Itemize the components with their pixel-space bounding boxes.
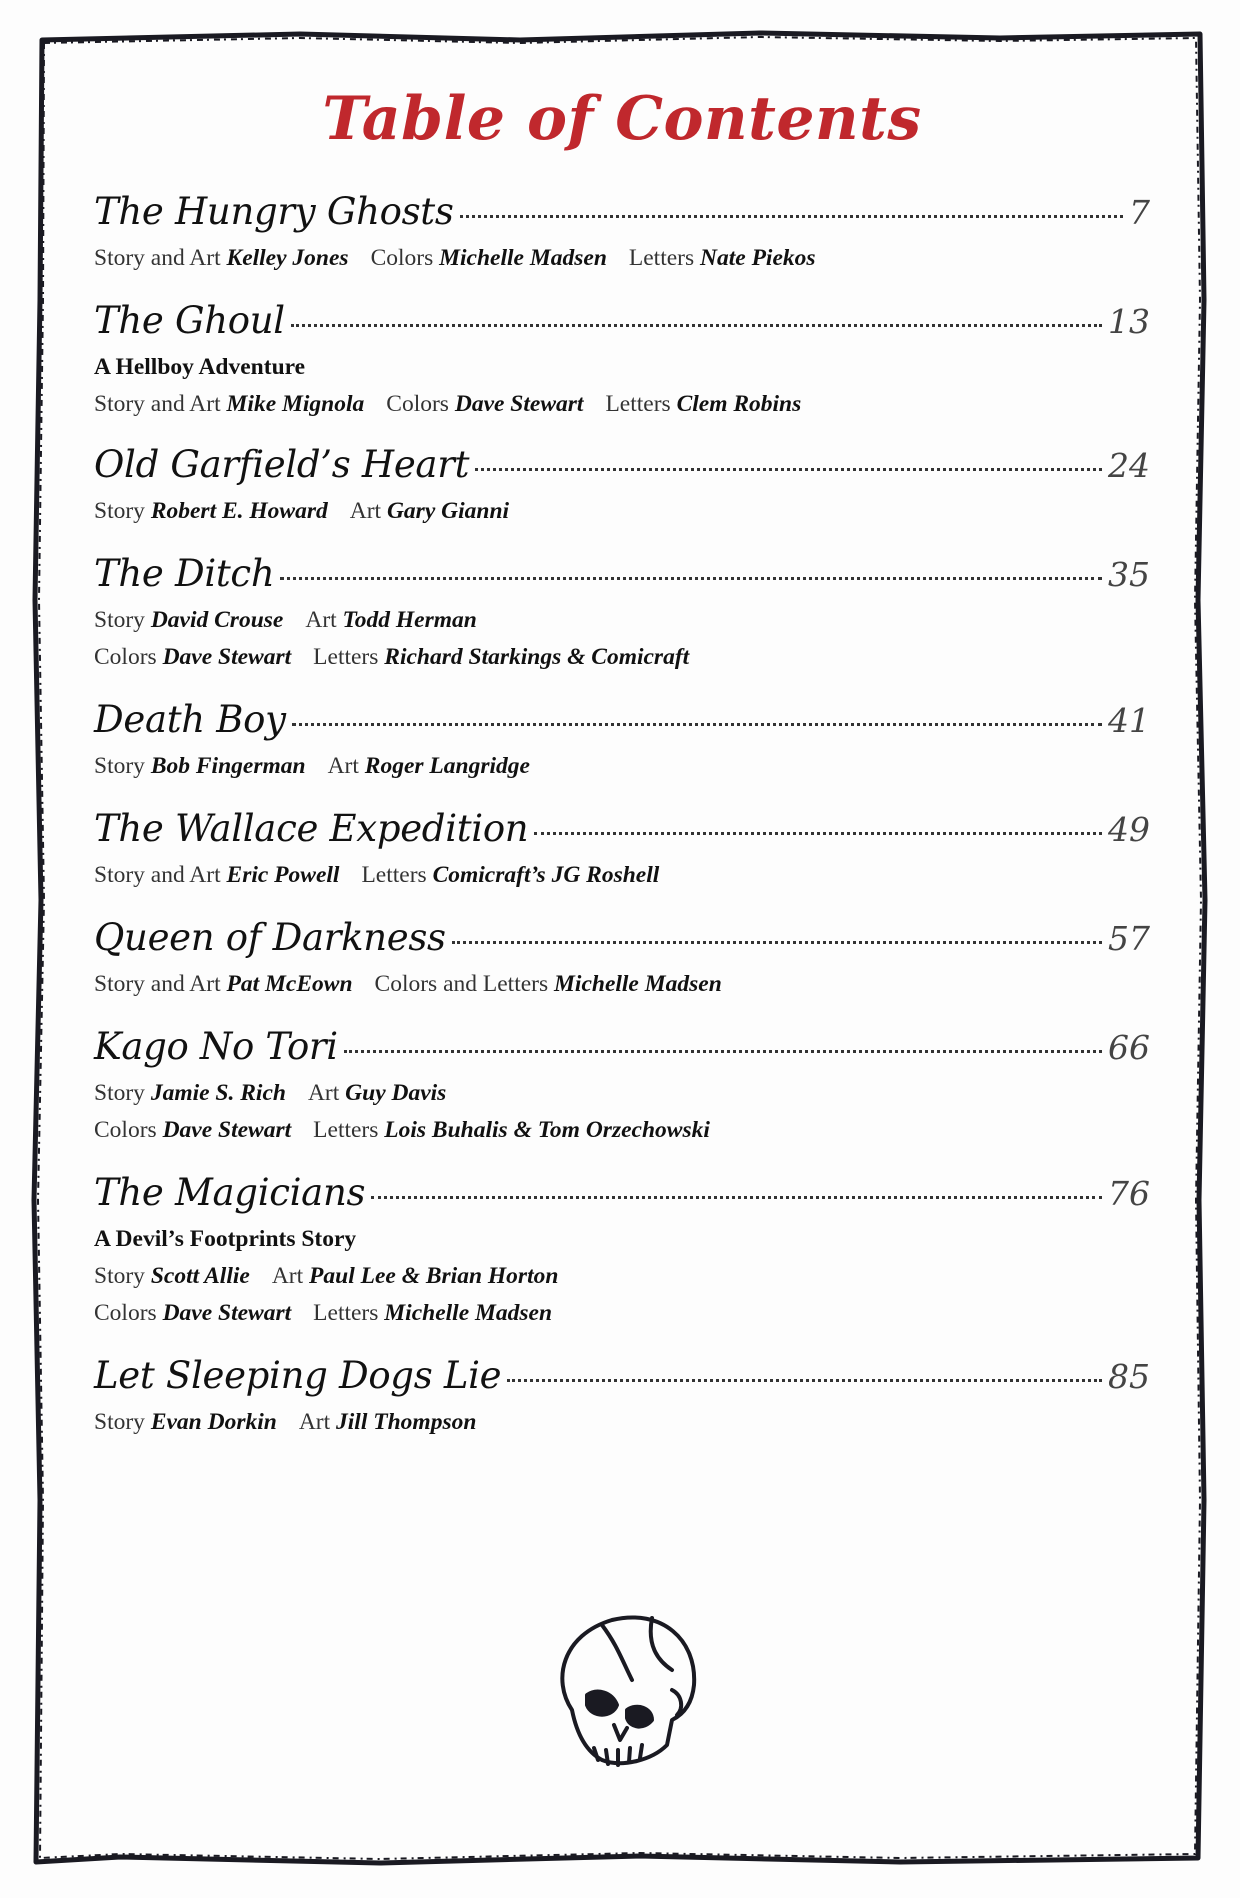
- page-number[interactable]: 76: [1108, 1174, 1150, 1213]
- credit-role: Colors: [94, 1117, 157, 1143]
- credit-person: Richard Starkings & Comicraft: [384, 644, 690, 670]
- credit-role: Letters: [313, 1117, 379, 1143]
- dot-leader: [291, 324, 1102, 327]
- credit-role: Art: [307, 1080, 340, 1106]
- credit-person: Todd Herman: [342, 607, 477, 633]
- story-title[interactable]: The Ditch: [94, 552, 275, 595]
- toc-entry-heading[interactable]: [94, 1171, 1150, 1221]
- credit-role: Story: [94, 1080, 145, 1106]
- credit-person: Clem Robins: [676, 391, 802, 417]
- credit-person: Comicraft’s JG Roshell: [432, 862, 660, 888]
- credit-person: Scott Allie: [150, 1263, 250, 1289]
- credit-role: Art: [298, 1409, 331, 1435]
- toc-content: [94, 80, 1150, 1441]
- toc-entry[interactable]: [94, 552, 1150, 676]
- credit-person: David Crouse: [150, 607, 284, 633]
- toc-entry-heading[interactable]: [94, 807, 1150, 857]
- page-number[interactable]: 85: [1108, 1357, 1150, 1396]
- credit-role: Story and Art: [94, 971, 221, 997]
- credit-role: Story and Art: [94, 391, 221, 417]
- credit-person: Nate Piekos: [700, 245, 816, 271]
- credits-line: [94, 1112, 1150, 1149]
- credit-person: Bob Fingerman: [150, 753, 306, 779]
- credit-person: Michelle Madsen: [554, 971, 722, 997]
- credit-person: Dave Stewart: [162, 1300, 292, 1326]
- credit-role: Art: [349, 498, 382, 524]
- toc-entry-heading[interactable]: [94, 1025, 1150, 1075]
- skull-icon: [532, 1600, 712, 1780]
- credit-person: Evan Dorkin: [150, 1409, 277, 1435]
- story-title[interactable]: Kago No Tori: [94, 1025, 338, 1068]
- credits-line: [94, 1295, 1150, 1332]
- credits-line: [94, 966, 1150, 1003]
- story-title[interactable]: Old Garfield’s Heart: [94, 443, 470, 486]
- credit-person: Mike Mignola: [226, 391, 365, 417]
- toc-entry[interactable]: [94, 698, 1150, 785]
- story-subtitle: A Devil’s Footprints Story: [94, 1226, 357, 1252]
- toc-entry[interactable]: [94, 807, 1150, 894]
- story-title[interactable]: Death Boy: [94, 698, 286, 741]
- story-subtitle: A Hellboy Adventure: [94, 354, 306, 380]
- credit-person: Dave Stewart: [454, 391, 584, 417]
- page-number[interactable]: 57: [1108, 919, 1150, 958]
- toc-entry[interactable]: [94, 1354, 1150, 1441]
- credit-role: Story: [94, 498, 145, 524]
- credit-person: Michelle Madsen: [439, 245, 607, 271]
- page-number[interactable]: 66: [1108, 1028, 1150, 1067]
- dot-leader: [460, 215, 1123, 218]
- toc-entry-heading[interactable]: [94, 443, 1150, 493]
- page-number[interactable]: 7: [1129, 193, 1150, 232]
- credits-line: [94, 1258, 1150, 1295]
- toc-entry-heading[interactable]: [94, 552, 1150, 602]
- credits-line: [94, 1404, 1150, 1441]
- credit-role: Colors: [94, 644, 157, 670]
- dot-leader: [292, 723, 1102, 726]
- credit-person: Dave Stewart: [162, 644, 292, 670]
- story-title[interactable]: Queen of Darkness: [94, 916, 446, 959]
- credit-person: Jamie S. Rich: [150, 1080, 286, 1106]
- credit-person: Paul Lee & Brian Horton: [309, 1263, 559, 1289]
- credit-role: Art: [327, 753, 359, 779]
- credits-line: [94, 1075, 1150, 1112]
- credit-person: Robert E. Howard: [150, 498, 328, 524]
- credit-person: Roger Langridge: [364, 753, 530, 779]
- credit-role: Story and Art: [94, 245, 221, 271]
- toc-entry[interactable]: [94, 916, 1150, 1003]
- credits-line: [94, 602, 1150, 639]
- dot-leader: [371, 1196, 1102, 1199]
- credit-person: Pat McEown: [226, 971, 353, 997]
- credit-role: Letters: [313, 644, 379, 670]
- dot-leader: [507, 1379, 1102, 1382]
- story-title[interactable]: The Magicians: [94, 1171, 366, 1214]
- credit-role: Colors: [94, 1300, 157, 1326]
- toc-entry-heading[interactable]: [94, 916, 1150, 966]
- credit-role: Art: [271, 1263, 304, 1289]
- toc-entry-heading[interactable]: [94, 299, 1150, 349]
- credit-role: Colors and Letters: [374, 971, 549, 997]
- credits-line: [94, 748, 1150, 785]
- page-number[interactable]: 13: [1108, 302, 1150, 341]
- toc-entry[interactable]: [94, 299, 1150, 423]
- toc-entry[interactable]: [94, 1025, 1150, 1149]
- credit-role: Letters: [605, 391, 671, 417]
- credit-role: Story: [94, 607, 145, 633]
- credits-line: [94, 639, 1150, 676]
- credit-role: Colors: [386, 391, 449, 417]
- dot-leader: [475, 468, 1102, 471]
- credits-line: [94, 386, 1150, 423]
- credit-person: Dave Stewart: [162, 1117, 292, 1143]
- credit-role: Story and Art: [94, 862, 221, 888]
- credit-person: Eric Powell: [226, 862, 340, 888]
- toc-entries: [94, 190, 1150, 1441]
- credit-role: Story: [94, 1409, 145, 1435]
- credit-role: Letters: [628, 245, 695, 271]
- credits-line: [94, 240, 1150, 277]
- credit-role: Letters: [361, 862, 427, 888]
- credits-line: [94, 493, 1150, 530]
- toc-entry[interactable]: [94, 443, 1150, 530]
- dot-leader: [452, 941, 1102, 944]
- story-title[interactable]: The Hungry Ghosts: [94, 190, 454, 233]
- credit-role: Letters: [313, 1300, 379, 1326]
- credits-line: [94, 857, 1150, 894]
- credit-role: Art: [305, 607, 337, 633]
- story-title[interactable]: The Wallace Expedition: [94, 807, 529, 850]
- toc-entry-heading[interactable]: [94, 190, 1150, 240]
- credit-person: Michelle Madsen: [384, 1300, 553, 1326]
- page-number[interactable]: 35: [1108, 555, 1150, 594]
- toc-entry[interactable]: [94, 190, 1150, 277]
- credit-person: Gary Gianni: [386, 498, 510, 524]
- credit-role: Story: [94, 753, 145, 779]
- story-title[interactable]: The Ghoul: [94, 299, 285, 342]
- page-number[interactable]: 49: [1108, 810, 1150, 849]
- credit-person: Kelley Jones: [226, 245, 349, 271]
- story-title[interactable]: Let Sleeping Dogs Lie: [94, 1354, 502, 1397]
- credit-person: Guy Davis: [345, 1080, 447, 1106]
- credit-role: Colors: [370, 245, 434, 271]
- credit-person: Jill Thompson: [336, 1409, 477, 1435]
- credit-person: Lois Buhalis & Tom Orzechowski: [384, 1117, 710, 1143]
- toc-entry-heading[interactable]: [94, 1354, 1150, 1404]
- toc-entry[interactable]: [94, 1171, 1150, 1332]
- credit-role: Story: [94, 1263, 145, 1289]
- toc-entry-heading[interactable]: [94, 698, 1150, 748]
- page-number[interactable]: 24: [1108, 446, 1150, 485]
- page-number[interactable]: 41: [1108, 701, 1150, 740]
- page-title: Table of Contents: [322, 84, 922, 154]
- dot-leader: [534, 832, 1102, 835]
- dot-leader: [280, 577, 1102, 580]
- dot-leader: [344, 1050, 1102, 1053]
